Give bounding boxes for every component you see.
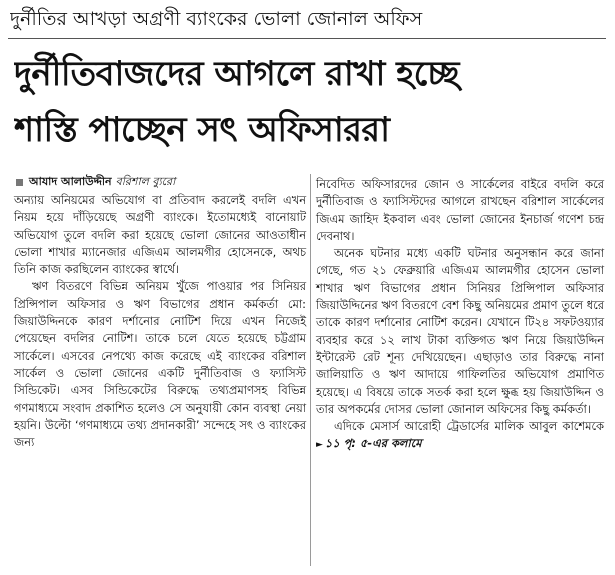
article-paragraph: অন্যায় অনিয়মের অভিযোগ বা প্রতিবাদ করলেই বদলি এখন নিয়ম হয়ে দাঁড়িয়েছে অগ্রণী ব্যাংকে। ইতোমধ্যেই বানোয়াট অভিযোগ তুলে বদলি করা হয়েছে ভোলা জোনের আওতাধীন ভোলা শাখার ম্যানেজার এজিএম আলমগীর হোসেনকে, অথচ তিনি কাজ করছিলেন ব্যাংকের স্বার্থে।: [14, 193, 306, 277]
article-paragraph: নিবেদিত অফিসারদের জোন ও সার্কেলের বাইরে বদলি করে দুর্নীতিবাজ ও ফ্যাসিস্টদের আগলে রাখছেন বরিশাল সার্কেলের জিএম জাহিদ ইকবাল এবং ভোলা জোনের ইনচার্জ গণেশ চন্দ্র দেবনাথ।: [316, 177, 604, 243]
byline-desk: বরিশাল ব্যুরো: [115, 175, 176, 188]
main-headline-line-2: শাস্তি পাচ্ছেন সৎ অফিসাররা: [14, 110, 390, 150]
kicker-headline: দুর্নীতির আখড়া অগ্রণী ব্যাংকের ভোলা জোনাল অফিস: [10, 8, 423, 30]
kicker-divider: [8, 38, 606, 39]
article-paragraph-final: [316, 418, 604, 455]
byline-author: আযাদ আলাউদ্দীন: [29, 175, 112, 188]
article-column-left: [14, 192, 306, 451]
column-divider: [310, 174, 311, 566]
continuation-arrow-icon: ►: [316, 440, 323, 451]
article-paragraph: অনেক ঘটনার মধ্যে একটি ঘটনার অনুসন্ধান করে জানা গেছে, গত ২১ ফেব্রুয়ারি এজিএম আলমগীর হোসেন ভোলা শাখার ঋণ বিভাগের প্রধান সিনিয়র প্রিন্সিপাল অফিসার জিয়াউদ্দিনের ঋণ বিতরণে বেশ কিছু অনিয়মের প্রমাণ তুলে ধরে তাকে কারণ দর্শানোর নোটিশ করেন। যেখানে টি২৪ সফটওয়্যার ব্যবহার করে ১২ লাখ টাকা ব্যক্তিগত ঋণ নিয়ে জিয়াউদ্দিন ইন্টারেস্ট রেট শূন্য দেখিয়েছেন। এছাড়াও তার বিরুদ্ধে নানা জালিয়াতি ও ঋণ আদায়ে গাফিলতির অভিযোগ প্রমাণিত হয়েছে। এ বিষয়ে তাকে সতর্ক করা হলে ক্ষুব্ধ হয় জিয়াউদ্দিন ও তার অপকর্মের দোসর ভোলা জোনাল অফিসের কিছু কর্মকর্তা।: [316, 246, 604, 416]
article-paragraph: ঋণ বিতরণে বিভিন্ন অনিয়ম খুঁজে পাওয়ার পর সিনিয়র প্রিন্সিপাল অফিসার ও ঋণ বিভাগের প্রধান কর্মকর্তা মো: জিয়াউদ্দিনকে কারণ দর্শানোর নোটিশ দিয়ে এখন নিজেই পেয়েছেন বদলির নোটিশ। তাকে চলে যেতে হয়েছে চট্টগ্রাম সার্কেলে। এসবের নেপথ্যে কাজ করেছে এই ব্যাংকের বরিশাল সার্কেল ও ভোলা জোনের একটি দুর্নীতিবাজ ও ফ্যাসিস্ট সিন্ডিকেট। এসব সিন্ডিকেটের বিরুদ্ধে তথ্যপ্রমাণসহ বিভিন্ন গণমাধ্যমে সংবাদ প্রকাশিত হলেও সে অনুযায়ী কোন ব্যবস্থা নেয়া হয়নি। উল্টো ‘গণমাধ্যমে তথ্য প্রদানকারী’ সন্দেহে সৎ ও ব্যাংকের জন্য: [14, 279, 306, 450]
byline-bullet-icon: [16, 179, 23, 186]
byline: [16, 174, 306, 190]
main-headline-line-1: দুর্নীতিবাজদের আগলে রাখা হচ্ছে: [14, 54, 459, 94]
article-paragraph-text: এদিকে মেসার্স আরোহী ট্রেডার্সের মালিক আবুল কাশেমকে: [334, 419, 604, 434]
continuation-label: ১১ পৃ: ৫-এর কলামে: [324, 436, 422, 451]
continuation-jump[interactable]: [316, 436, 422, 450]
article-column-right: [316, 176, 604, 455]
